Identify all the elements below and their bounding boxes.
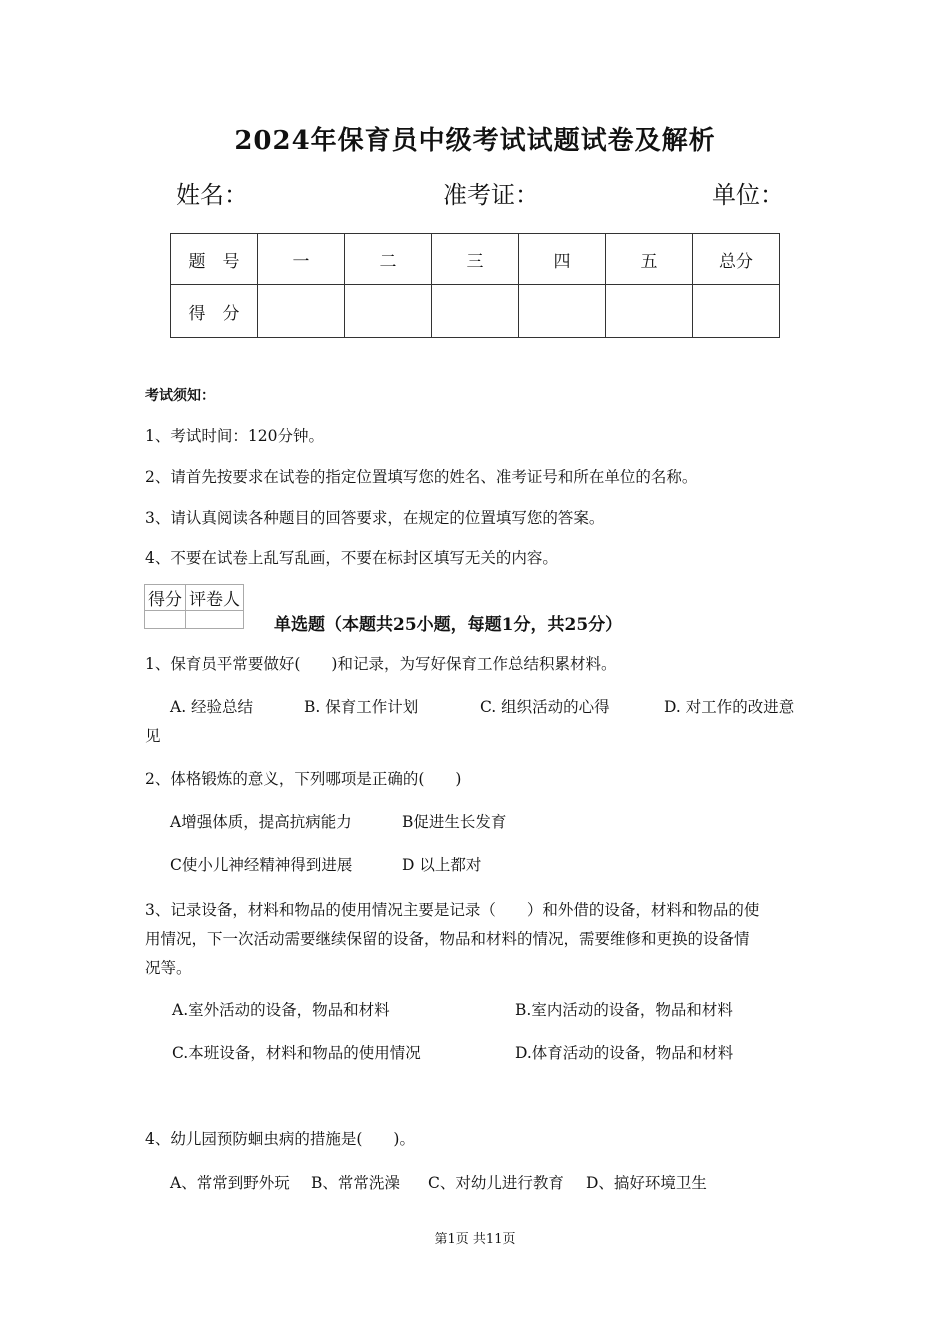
question-4-stem: 4、幼儿园预防蛔虫病的措施是( )。 — [145, 1130, 415, 1148]
grader-score-cell[interactable] — [145, 611, 186, 629]
score-input-cell[interactable] — [693, 285, 780, 338]
question-1-option-b[interactable]: B. 保育工作计划 — [304, 698, 419, 716]
score-table-cell: 二 — [345, 234, 432, 285]
grader-score-label: 得分 — [145, 585, 186, 611]
question-3-option-d[interactable]: D.体育活动的设备，物品和材料 — [515, 1044, 734, 1062]
notice-item: 2、请首先按要求在试卷的指定位置填写您的姓名、准考证号和所在单位的名称。 — [145, 468, 698, 486]
page-title: 2024年保育员中级考试试题试卷及解析 — [234, 126, 716, 156]
name-field-label: 姓名： — [176, 181, 248, 209]
question-2-option-c[interactable]: C使小儿神经精神得到进展 — [170, 856, 353, 874]
score-table-cell: 五 — [606, 234, 693, 285]
score-table-cell: 三 — [432, 234, 519, 285]
score-table — [170, 233, 780, 338]
grader-box — [144, 584, 244, 629]
score-table-cell: 题 号 — [171, 234, 258, 285]
question-3-option-a[interactable]: A.室外活动的设备，物品和材料 — [172, 1001, 390, 1019]
score-table-cell: 一 — [258, 234, 345, 285]
score-table-score-row — [171, 285, 780, 338]
score-table-cell: 得 分 — [171, 285, 258, 338]
section-title: 单选题（本题共25小题，每题1分，共25分） — [274, 615, 623, 635]
grader-name-label: 评卷人 — [186, 585, 244, 611]
score-table-header-row — [171, 234, 780, 285]
question-3-option-c[interactable]: C.本班设备，材料和物品的使用情况 — [172, 1044, 421, 1062]
question-1-stem: 1、保育员平常要做好( )和记录，为写好保育工作总结积累材料。 — [145, 655, 617, 673]
page-footer: 第1页 共11页 — [434, 1232, 516, 1247]
score-table-cell: 总分 — [693, 234, 780, 285]
score-input-cell[interactable] — [519, 285, 606, 338]
score-table-cell: 四 — [519, 234, 606, 285]
question-1-option-c[interactable]: C. 组织活动的心得 — [480, 698, 610, 716]
question-1-option-d-continued: 见 — [145, 727, 161, 745]
question-4-option-b[interactable]: B、常常洗澡 — [311, 1174, 400, 1192]
question-1-option-d[interactable]: D. 对工作的改进意 — [664, 698, 795, 716]
question-2-option-d[interactable]: D 以上都对 — [402, 856, 482, 874]
score-input-cell[interactable] — [258, 285, 345, 338]
unit-field-label: 单位： — [712, 181, 784, 209]
notice-heading: 考试须知： — [145, 388, 215, 404]
notice-item: 4、不要在试卷上乱写乱画，不要在标封区填写无关的内容。 — [145, 549, 558, 567]
score-input-cell[interactable] — [345, 285, 432, 338]
question-3-option-b[interactable]: B.室内活动的设备，物品和材料 — [515, 1001, 733, 1019]
grader-name-cell[interactable] — [186, 611, 244, 629]
notice-item: 1、考试时间：120分钟。 — [145, 427, 324, 445]
question-2-stem: 2、体格锻炼的意义，下列哪项是正确的( ) — [145, 770, 462, 788]
exam-id-field-label: 准考证： — [443, 181, 539, 209]
question-1-option-a[interactable]: A. 经验总结 — [170, 698, 254, 716]
question-2-option-b[interactable]: B促进生长发育 — [402, 813, 507, 831]
notice-item: 3、请认真阅读各种题目的回答要求，在规定的位置填写您的答案。 — [145, 509, 605, 527]
question-3-stem-line-3: 况等。 — [145, 959, 192, 977]
question-3-stem-line-2: 用情况，下一次活动需要继续保留的设备，物品和材料的情况，需要维修和更换的设备情 — [145, 930, 750, 948]
question-2-option-a[interactable]: A增强体质，提高抗病能力 — [170, 813, 352, 831]
question-3-stem-line-1: 3、记录设备，材料和物品的使用情况主要是记录（ ）和外借的设备，材料和物品的使 — [145, 901, 760, 919]
question-4-option-c[interactable]: C、对幼儿进行教育 — [428, 1174, 564, 1192]
score-input-cell[interactable] — [606, 285, 693, 338]
question-4-option-a[interactable]: A、常常到野外玩 — [170, 1174, 290, 1192]
question-4-option-d[interactable]: D、搞好环境卫生 — [586, 1174, 707, 1192]
score-input-cell[interactable] — [432, 285, 519, 338]
